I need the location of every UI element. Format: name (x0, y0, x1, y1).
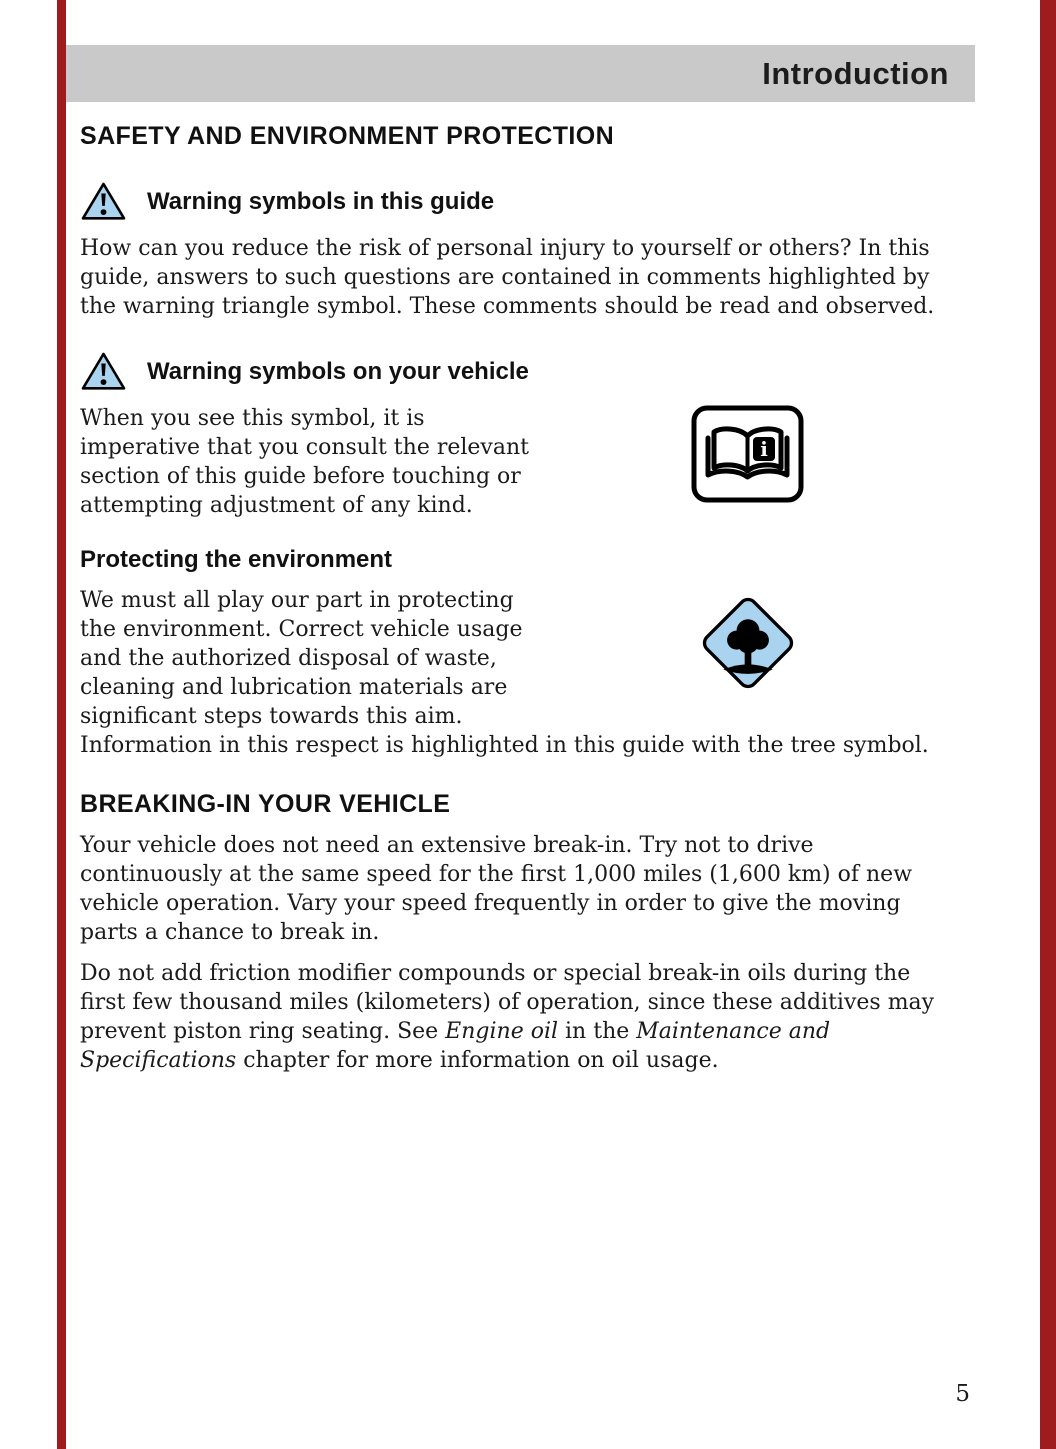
svg-text:i: i (760, 437, 768, 461)
environment-body: We must all play our part in protecting the environment. Correct vehicle usage and the authorized disposal of waste, cleaning and lubrication materials are significant steps towards this aim. Information in this respect is highlighted in this guide with the tree symbol. (80, 588, 929, 758)
para2-italic-maintenance: Maintenance and Specifications (80, 1019, 831, 1073)
left-red-stripe (57, 0, 66, 1449)
warning-vehicle-block (80, 404, 955, 520)
warning-triangle-icon (80, 181, 127, 222)
environment-block (80, 586, 955, 760)
warning-vehicle-heading: Warning symbols on your vehicle (147, 357, 529, 385)
environment-heading: Protecting the environment (80, 546, 393, 573)
para2-text: Do not add friction modifier compounds or special break-in oils during the first few thousand miles (kilometers) of operation, since these additives may prevent piston ring seating. See (80, 961, 935, 1044)
para2-italic-engine-oil: Engine oil (445, 1019, 559, 1044)
warning-triangle-icon (80, 351, 127, 392)
environment-tree-icon (540, 586, 955, 700)
owner-guide-book-icon (540, 404, 955, 504)
section-title-safety: SAFETY AND ENVIRONMENT PROTECTION (80, 122, 615, 150)
para2-text: in the (558, 1019, 637, 1044)
warning-guide-heading-row (80, 181, 955, 222)
breaking-in-para1: Your vehicle does not need an extensive break-in. Try not to drive continuously at the same speed for the first 1,000 miles (1,600 km) of new vehicle operation. Vary your speed frequently in order to give the moving parts a chance to break in. (80, 833, 913, 945)
header-bar (66, 45, 975, 102)
warning-vehicle-body: When you see this symbol, it is imperative that you consult the relevant section of this guide before touching or attempting adjustment of any kind. (80, 406, 529, 518)
header-title: Introduction (762, 55, 949, 91)
warning-guide-body: How can you reduce the risk of personal injury to yourself or others? In this guide, answers to such questions are contained in comments highlighted by the warning triangle symbol. These comments should be read and observed. (80, 236, 935, 319)
section-title-breaking-in: BREAKING-IN YOUR VEHICLE (80, 790, 451, 818)
para2-text: chapter for more information on oil usage. (236, 1048, 719, 1073)
warning-vehicle-heading-row (80, 351, 955, 392)
page-content (80, 122, 955, 1075)
warning-guide-heading: Warning symbols in this guide (147, 187, 495, 215)
page-number: 5 (955, 1381, 970, 1407)
right-red-stripe (1040, 0, 1056, 1449)
breaking-in-para2 (80, 959, 955, 1075)
